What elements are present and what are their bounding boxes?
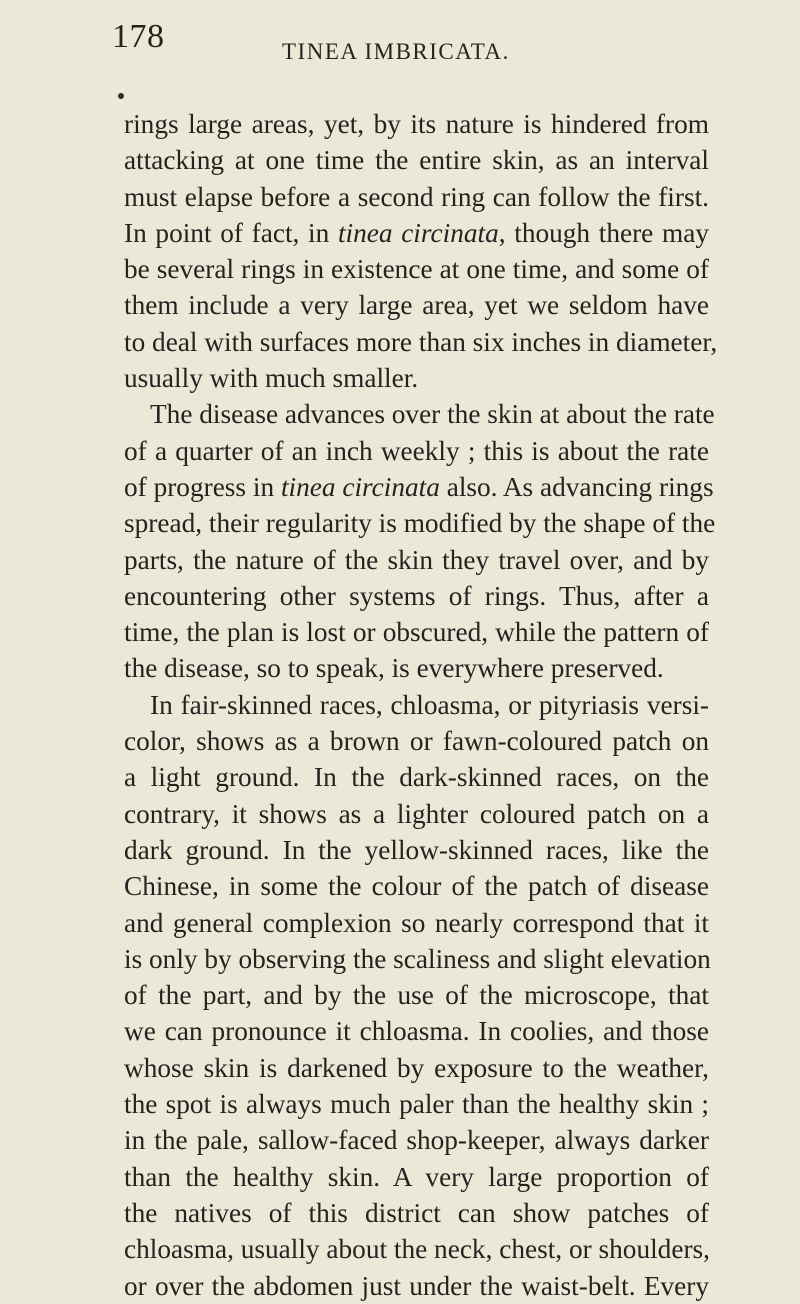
text-line	[124, 977, 709, 1013]
text-run: In fair-skinned races, chloasma, or pityriasis versi-	[150, 689, 709, 720]
page-number: 178	[112, 18, 165, 55]
text-line	[124, 687, 709, 723]
text-line	[124, 1013, 709, 1049]
text-run: parts, the nature of the skin they travel over, and by	[124, 544, 709, 575]
text-run: of the part, and by the use of the microscope, that	[124, 980, 709, 1011]
text-line	[124, 324, 718, 360]
text-run: the disease, so to speak, is everywhere preserved.	[124, 653, 664, 684]
text-run: a light ground. In the dark-skinned races, on the	[124, 762, 709, 793]
text-line	[124, 469, 714, 505]
text-run: encountering other systems of rings. Thus, after a	[124, 580, 709, 611]
text-line	[124, 505, 716, 541]
text-line	[124, 542, 709, 578]
running-title: TINEA IMBRICATA.	[282, 39, 510, 64]
text-line	[124, 1268, 709, 1304]
text-line	[124, 1195, 709, 1231]
italic-term: tinea circinata	[280, 471, 440, 502]
text-line	[124, 215, 709, 251]
text-run: whose skin is darkened by exposure to the weather,	[124, 1052, 709, 1083]
text-line	[124, 360, 709, 396]
text-run: contrary, it shows as a lighter coloured patch on a	[124, 798, 709, 829]
text-run: in the pale, sallow-faced shop-keeper, always darker	[124, 1125, 709, 1156]
text-run: the natives of this district can show patches of	[124, 1197, 709, 1228]
text-run: time, the plan is lost or obscured, while the pattern of	[124, 617, 709, 648]
text-line	[124, 1086, 709, 1122]
text-line	[124, 433, 709, 469]
text-run: than the healthy skin. A very large proportion of	[124, 1161, 709, 1192]
text-run: to deal with surfaces more than six inches in diameter,	[124, 326, 718, 357]
text-run: or over the abdomen just under the waist-belt. Every	[124, 1270, 709, 1301]
text-run: dark ground. In the yellow-skinned races, like the	[124, 834, 709, 865]
text-line	[124, 614, 709, 650]
text-run: them include a very large area, yet we seldom have	[124, 290, 709, 321]
text-run: The disease advances over the skin at about the rate	[150, 399, 715, 430]
text-run: attacking at one time the entire skin, as an interval	[124, 145, 709, 176]
text-run: we can pronounce it chloasma. In coolies, and those	[124, 1016, 709, 1047]
text-line	[124, 1159, 709, 1195]
italic-term: tinea circinata	[337, 217, 499, 248]
text-line	[124, 106, 709, 142]
text-line	[124, 1122, 709, 1158]
text-run: color, shows as a brown or fawn-coloured patch on	[124, 726, 709, 757]
text-line	[124, 832, 709, 868]
text-line	[124, 287, 709, 323]
text-run: the spot is always much paler than the healthy skin ;	[124, 1089, 709, 1120]
text-run: rings large areas, yet, by its nature is hindered from	[124, 109, 709, 139]
text-run: spread, their regularity is modified by the shape of the	[124, 508, 716, 539]
ink-mark	[118, 93, 124, 99]
text-line	[124, 941, 709, 977]
text-run: and general complexion so nearly correspond that it	[124, 907, 709, 938]
text-run: is only by observing the scaliness and slight elevation	[124, 943, 711, 974]
text-line	[124, 251, 709, 287]
text-line	[124, 868, 709, 904]
text-run: of progress in	[124, 471, 281, 502]
text-run: chloasma, usually about the neck, chest, or shoulders,	[124, 1234, 710, 1265]
text-run: must elapse before a second ring can follow the first.	[124, 181, 709, 212]
text-run: Chinese, in some the colour of the patch of disease	[124, 871, 709, 902]
text-line	[124, 1231, 709, 1267]
body-text	[124, 106, 718, 1304]
text-run: usually with much smaller.	[124, 363, 419, 394]
text-line	[124, 396, 715, 432]
text-line	[124, 1050, 709, 1086]
text-run: , though there may	[498, 217, 709, 248]
text-line	[124, 796, 709, 832]
text-line	[124, 905, 709, 941]
text-run: of a quarter of an inch weekly ; this is about the rate	[124, 435, 709, 466]
text-line	[124, 759, 709, 795]
text-run: In point of fact, in	[124, 217, 338, 248]
text-line	[124, 578, 709, 614]
text-line	[124, 723, 709, 759]
text-line	[124, 650, 709, 686]
text-line	[124, 179, 709, 215]
text-line	[124, 142, 709, 178]
text-run: be several rings in existence at one time, and some of	[124, 254, 709, 285]
text-run: also. As advancing rings	[439, 471, 714, 502]
